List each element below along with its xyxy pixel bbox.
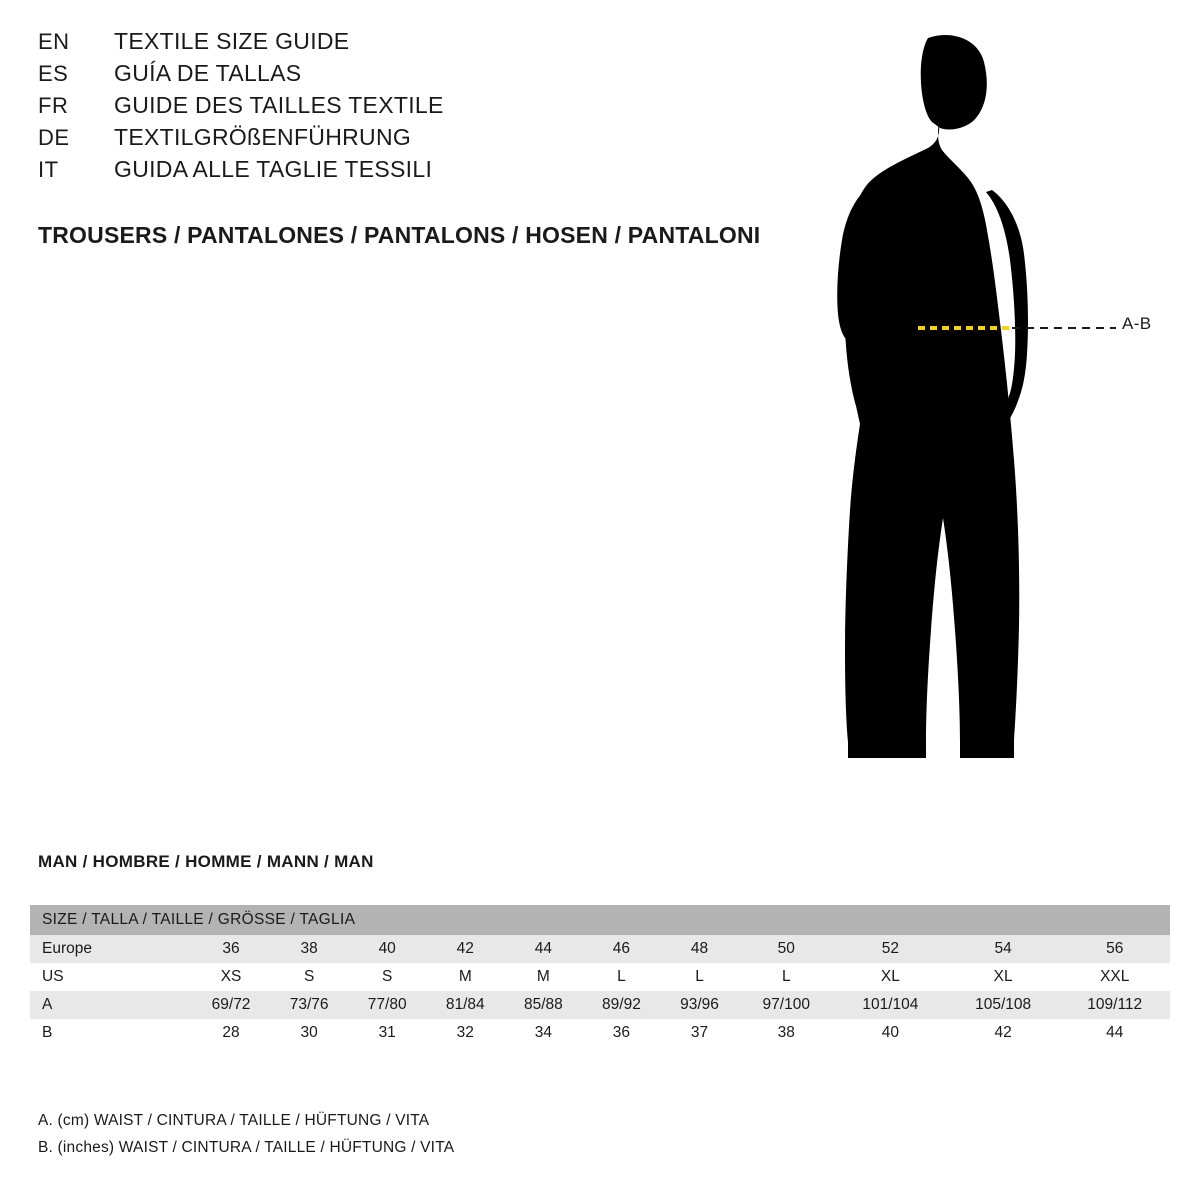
table-cell: 42 [426, 935, 504, 963]
table-cell: 69/72 [192, 991, 270, 1019]
language-code: DE [38, 125, 70, 150]
language-row [38, 60, 798, 92]
table-cell: 36 [192, 935, 270, 963]
table-cell: 38 [739, 1019, 834, 1047]
footnote-list [38, 1112, 454, 1166]
language-list [38, 28, 798, 188]
table-cell: 46 [582, 935, 660, 963]
language-code: FR [38, 93, 69, 118]
table-group-title: MAN / HOMBRE / HOMME / MANN / MAN [38, 852, 374, 871]
table-cell: XXL [1059, 963, 1170, 991]
table-cell: 93/96 [660, 991, 738, 1019]
table-header-label: SIZE / TALLA / TAILLE / GRÖSSE / TAGLIA [30, 905, 1170, 935]
table-cell: L [660, 963, 738, 991]
table-cell: 40 [348, 935, 426, 963]
table-cell: 105/108 [947, 991, 1060, 1019]
table-cell: 48 [660, 935, 738, 963]
table-cell: 40 [834, 1019, 947, 1047]
table-cell: S [348, 963, 426, 991]
language-code: ES [38, 61, 69, 86]
language-text: GUÍA DE TALLAS [114, 60, 302, 86]
language-row [38, 92, 798, 124]
row-label: US [30, 963, 192, 991]
table-cell: 32 [426, 1019, 504, 1047]
table-cell: 56 [1059, 935, 1170, 963]
measure-label-ab: A-B [1122, 314, 1152, 333]
table-cell: S [270, 963, 348, 991]
table-cell: 109/112 [1059, 991, 1170, 1019]
table-cell: 52 [834, 935, 947, 963]
language-text: GUIDA ALLE TAGLIE TESSILI [114, 156, 433, 182]
table-cell: 30 [270, 1019, 348, 1047]
size-table [30, 905, 1170, 1047]
silhouette-shape [837, 35, 1028, 758]
table-cell: XL [834, 963, 947, 991]
table-cell: XL [947, 963, 1060, 991]
table-row [30, 963, 1170, 991]
language-code: EN [38, 29, 70, 54]
language-code: IT [38, 157, 59, 182]
table-cell: 36 [582, 1019, 660, 1047]
table-cell: M [426, 963, 504, 991]
table-cell: 85/88 [504, 991, 582, 1019]
footnote-a: A. (cm) WAIST / CINTURA / TAILLE / HÜFTUNG / VITA [38, 1112, 430, 1129]
table-cell: 81/84 [426, 991, 504, 1019]
language-text: TEXTILGRÖßENFÜHRUNG [114, 124, 412, 150]
table-cell: 31 [348, 1019, 426, 1047]
row-label: B [30, 1019, 192, 1047]
language-row [38, 124, 798, 156]
table-cell: 37 [660, 1019, 738, 1047]
language-row [38, 28, 798, 60]
language-text: GUIDE DES TAILLES TEXTILE [114, 92, 444, 118]
table-cell: L [739, 963, 834, 991]
table-cell: 101/104 [834, 991, 947, 1019]
table-cell: 28 [192, 1019, 270, 1047]
table-row [30, 991, 1170, 1019]
model-figure [800, 10, 1200, 810]
language-row [38, 156, 798, 188]
table-cell: XS [192, 963, 270, 991]
garment-type-title: TROUSERS / PANTALONES / PANTALONS / HOSEN / PANTALONI [38, 222, 761, 248]
footnote-b: B. (inches) WAIST / CINTURA / TAILLE / HÜFTUNG / VITA [38, 1139, 455, 1156]
table-cell: 54 [947, 935, 1060, 963]
row-label: Europe [30, 935, 192, 963]
table-cell: 97/100 [739, 991, 834, 1019]
table-row [30, 1019, 1170, 1047]
table-cell: 44 [1059, 1019, 1170, 1047]
table-cell: L [582, 963, 660, 991]
table-cell: 38 [270, 935, 348, 963]
table-cell: 34 [504, 1019, 582, 1047]
language-text: TEXTILE SIZE GUIDE [114, 28, 350, 54]
table-cell: 42 [947, 1019, 1060, 1047]
table-cell: 44 [504, 935, 582, 963]
table-cell: M [504, 963, 582, 991]
table-cell: 50 [739, 935, 834, 963]
table-cell: 89/92 [582, 991, 660, 1019]
table-cell: 77/80 [348, 991, 426, 1019]
table-cell: 73/76 [270, 991, 348, 1019]
table-row [30, 935, 1170, 963]
row-label: A [30, 991, 192, 1019]
table-header-row [30, 905, 1170, 935]
